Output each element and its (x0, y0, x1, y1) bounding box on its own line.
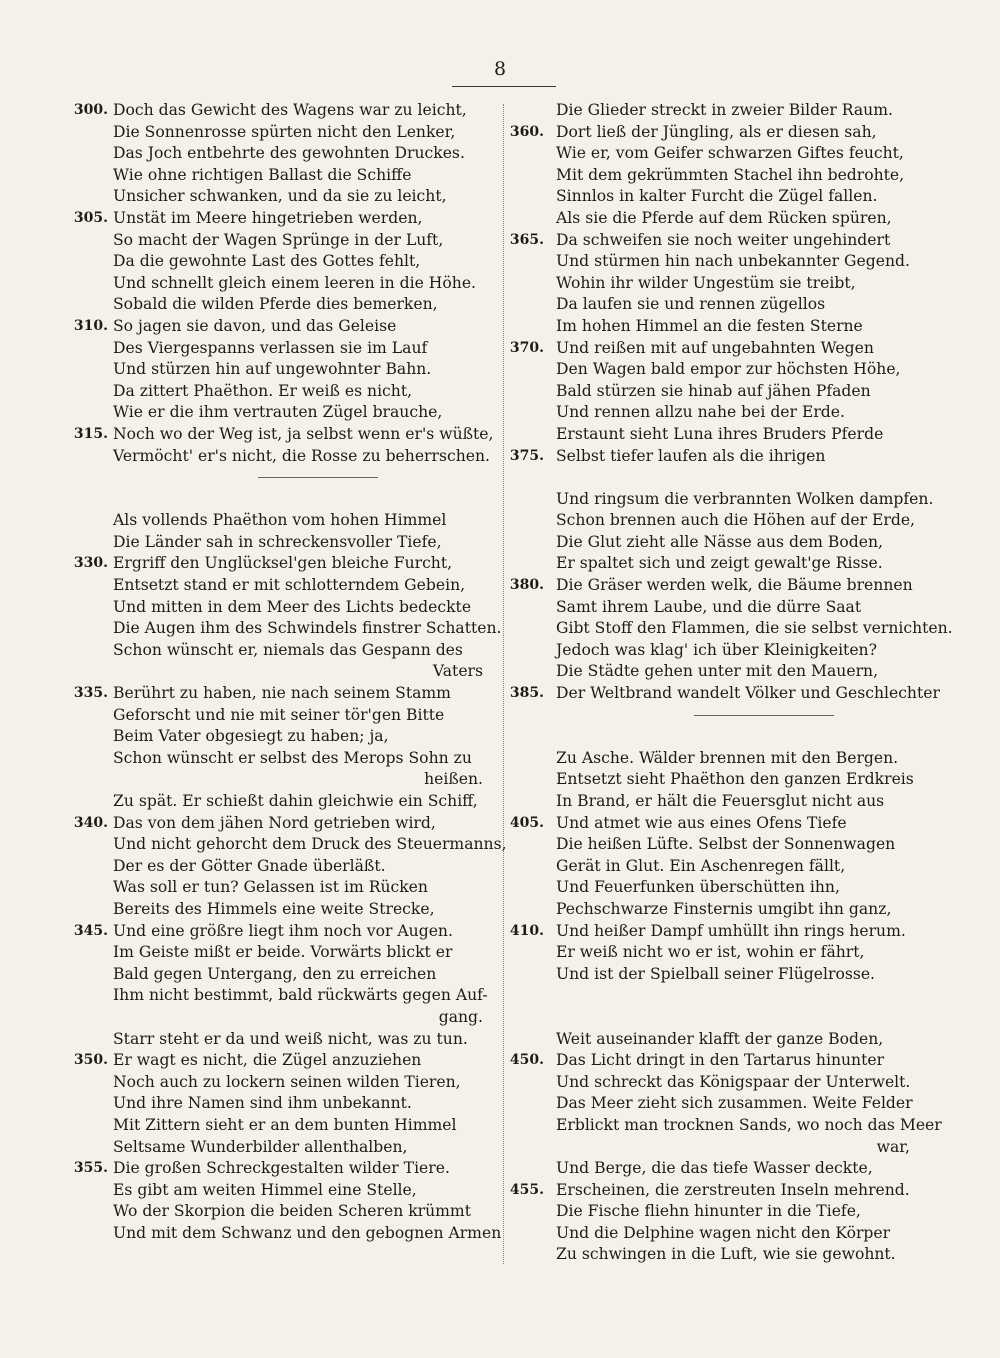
verse-line (504, 813, 924, 835)
section-rule-line (258, 477, 378, 478)
verse-number: 345. (73, 922, 108, 939)
verse-text: Den Wagen bald empor zur höchsten Höhe, (556, 360, 901, 379)
verse-text: Sobald die wilden Pferde dies bemerken, (113, 295, 438, 314)
verse-line (504, 597, 924, 619)
verse-line (0, 122, 495, 144)
verse-text: Gerät in Glut. Ein Aschenregen fällt, (556, 856, 846, 875)
verse-text: So jagen sie davon, und das Geleise (113, 316, 397, 335)
verse-text: Vermöcht' er's nicht, die Rosse zu beherrschen. (113, 446, 490, 465)
verse-text: Berührt zu haben, nie nach seinem Stamm (113, 684, 451, 703)
verse-line (504, 964, 924, 986)
verse-line (504, 575, 924, 597)
verse-line (0, 705, 495, 727)
verse-text: Und atmet wie aus eines Ofens Tiefe (556, 813, 847, 832)
verse-text: Und Berge, die das tiefe Wasser deckte, (556, 1159, 873, 1178)
verse-line (504, 338, 924, 360)
left-column (0, 100, 507, 1244)
verse-text: Und ist der Spielball seiner Flügelrosse. (556, 964, 876, 983)
verse-line (504, 856, 924, 878)
verse-line (0, 186, 495, 208)
verse-text: Geforscht und nie mit seiner tör'gen Bitte (113, 705, 445, 724)
verse-text: Als sie die Pferde auf dem Rücken spüren, (556, 208, 892, 227)
verse-text: Er wagt es nicht, die Zügel anzuziehen (113, 1051, 422, 1070)
verse-line (504, 122, 924, 144)
verse-text: Ergriff den Unglücksel'gen bleiche Furcht, (113, 554, 453, 573)
verse-text: Der Weltbrand wandelt Völker und Geschlechter (556, 684, 940, 703)
verse-text: Die Sonnenrosse spürten nicht den Lenker, (113, 122, 456, 141)
verse-text: Mit Zittern sieht er an dem bunten Himmel (113, 1115, 457, 1134)
verse-line (504, 510, 924, 532)
verse-line (504, 640, 924, 662)
verse-text: Und Feuerfunken überschütten ihn, (556, 878, 840, 897)
verse-text: gang. (438, 1007, 483, 1026)
verse-text: Bereits des Himmels eine weite Strecke, (113, 899, 435, 918)
verse-line (0, 899, 495, 921)
verse-line (0, 1029, 495, 1051)
verse-text: Das Joch entbehrte des gewohnten Druckes. (113, 144, 465, 163)
verse-line (0, 1007, 495, 1029)
verse-text: Pechschwarze Finsternis umgibt ihn ganz, (556, 899, 892, 918)
verse-text: Entsetzt sieht Phaëthon den ganzen Erdkreis (556, 770, 914, 789)
verse-line (0, 1158, 495, 1180)
section-rule-line (694, 715, 834, 716)
verse-text: Wo der Skorpion die beiden Scheren krümmt (113, 1202, 471, 1221)
verse-line (0, 964, 495, 986)
verse-number: 370. (509, 339, 544, 356)
verse-line (0, 877, 495, 899)
verse-text: Und stürmen hin nach unbekannter Gegend. (556, 252, 910, 271)
verse-text: So macht der Wagen Sprünge in der Luft, (113, 230, 444, 249)
verse-line (0, 1050, 495, 1072)
verse-text: Und ihre Namen sind ihm unbekannt. (113, 1094, 412, 1113)
verse-text: Wie er die ihm vertrauten Zügel brauche, (113, 403, 443, 422)
verse-line (504, 661, 924, 683)
verse-line (0, 834, 507, 856)
verse-line (504, 791, 924, 813)
verse-text: Er weiß nicht wo er ist, wohin er fährt, (556, 943, 865, 962)
verse-text: Im hohen Himmel an die festen Sterne (556, 316, 863, 335)
verse-line (504, 1201, 924, 1223)
verse-line (0, 1093, 495, 1115)
verse-line (0, 683, 495, 705)
verse-line (504, 316, 924, 338)
verse-line (504, 446, 924, 468)
verse-text: Das von dem jähen Nord getrieben wird, (113, 813, 436, 832)
verse-number: 455. (509, 1181, 544, 1198)
verse-line (0, 813, 495, 835)
verse-line (0, 791, 495, 813)
verse-line (0, 1137, 495, 1159)
stanza-gap (504, 467, 924, 489)
verse-text: Und reißen mit auf ungebahnten Wegen (556, 338, 874, 357)
verse-text: Das Meer zieht sich zusammen. Weite Felder (556, 1094, 913, 1113)
stanza-gap (0, 489, 495, 511)
verse-line (0, 618, 502, 640)
verse-text: Sinnlos in kalter Furcht die Zügel fallen. (556, 187, 878, 206)
verse-text: Was soll er tun? Gelassen ist im Rücken (113, 878, 428, 897)
verse-text: Wie er, vom Geifer schwarzen Giftes feucht, (556, 144, 904, 163)
verse-text: Erblickt man trocknen Sands, wo noch das Meer (556, 1115, 942, 1134)
verse-line (0, 597, 495, 619)
verse-line (504, 1244, 924, 1266)
verse-text: Die Glut zieht alle Nässe aus dem Boden, (556, 532, 883, 551)
verse-text: Die heißen Lüfte. Selbst der Sonnenwagen (556, 835, 896, 854)
verse-line (504, 1223, 924, 1245)
verse-text: Beim Vater obgesiegt zu haben; ja, (113, 727, 389, 746)
right-column (504, 100, 953, 1266)
verse-line (504, 1029, 924, 1051)
verse-text: Selbst tiefer laufen als die ihrigen (556, 446, 826, 465)
verse-text: Es gibt am weiten Himmel eine Stelle, (113, 1180, 417, 1199)
page-number-rule (452, 86, 556, 87)
verse-text: Und mitten in dem Meer des Lichts bedeckte (113, 597, 472, 616)
verse-text: Da laufen sie und rennen zügellos (556, 295, 826, 314)
verse-text: Ihm nicht bestimmt, bald rückwärts gegen Auf- (113, 986, 488, 1005)
verse-text: Vaters (432, 662, 483, 681)
verse-text: Und nicht gehorcht dem Druck des Steuermanns, (113, 835, 507, 854)
verse-text: Unsicher schwanken, und da sie zu leicht, (113, 187, 447, 206)
verse-number: 335. (73, 685, 108, 702)
verse-line (504, 942, 924, 964)
verse-line (0, 921, 495, 943)
verse-line (504, 532, 924, 554)
verse-text: Wohin ihr wilder Ungestüm sie treibt, (556, 273, 856, 292)
verse-line (0, 273, 495, 295)
verse-line (504, 208, 924, 230)
verse-line (504, 748, 924, 770)
verse-text: Als vollends Phaëthon vom hohen Himmel (113, 511, 447, 530)
verse-line (504, 553, 924, 575)
verse-text: Und schnellt gleich einem leeren in die Höhe. (113, 273, 477, 292)
verse-number: 315. (73, 425, 108, 442)
verse-line (0, 1201, 495, 1223)
verse-number: 410. (509, 922, 544, 939)
verse-line (0, 985, 495, 1007)
verse-text: Erscheinen, die zerstreuten Inseln mehrend. (556, 1180, 910, 1199)
verse-line (504, 273, 924, 295)
verse-line (504, 359, 924, 381)
verse-line (504, 683, 940, 705)
verse-text: Und heißer Dampf umhüllt ihn rings herum. (556, 921, 906, 940)
verse-text: Zu schwingen in die Luft, wie sie gewohnt. (556, 1245, 896, 1264)
verse-line (0, 316, 495, 338)
verse-text: Schon brennen auch die Höhen auf der Erde, (556, 511, 916, 530)
verse-line (0, 294, 495, 316)
verse-text: Zu Asche. Wälder brennen mit den Bergen. (556, 748, 899, 767)
verse-line (504, 402, 924, 424)
verse-text: In Brand, er hält die Feuersglut nicht aus (556, 792, 885, 810)
verse-line (0, 1115, 495, 1137)
verse-line (0, 532, 495, 554)
verse-text: Da schweifen sie noch weiter ungehindert (556, 230, 891, 249)
verse-line (0, 1223, 502, 1245)
verse-line (504, 489, 934, 511)
verse-text: Er spaltet sich und zeigt gewalt'ge Risse. (556, 554, 883, 573)
verse-line (504, 1050, 924, 1072)
verse-text: Bald gegen Untergang, den zu erreichen (113, 964, 437, 983)
verse-text: Und eine größre liegt ihm noch vor Augen. (113, 921, 453, 940)
verse-line (504, 1115, 942, 1137)
verse-number: 365. (509, 231, 544, 248)
verse-line (0, 856, 495, 878)
verse-line (0, 510, 495, 532)
verse-text: Wie ohne richtigen Ballast die Schiffe (113, 165, 412, 184)
verse-text: Schon wünscht er, niemals das Gespann des (113, 640, 463, 659)
verse-text: Unstät im Meere hingetrieben werden, (113, 208, 423, 227)
verse-line (504, 877, 924, 899)
section-rule (0, 467, 495, 489)
verse-text: Weit auseinander klafft der ganze Boden, (556, 1029, 884, 1048)
stanza-gap (504, 1007, 924, 1029)
verse-line (0, 726, 495, 748)
verse-line (0, 661, 495, 683)
verse-number: 330. (73, 555, 108, 572)
verse-text: Und ringsum die verbrannten Wolken dampfen. (556, 489, 934, 508)
verse-number: 355. (73, 1160, 108, 1177)
verse-text: Jedoch was klag' ich über Kleinigkeiten? (556, 640, 877, 659)
verse-number: 300. (73, 102, 108, 118)
verse-line (504, 899, 924, 921)
verse-text: Die Gräser werden welk, die Bäume brennen (556, 576, 913, 595)
verse-line (0, 769, 495, 791)
verse-line (504, 921, 924, 943)
verse-line (504, 834, 924, 856)
verse-text: war, (876, 1137, 910, 1156)
verse-line (504, 1072, 924, 1094)
stanza-gap (504, 985, 924, 1007)
stanza-gap (504, 726, 924, 748)
verse-text: Im Geiste mißt er beide. Vorwärts blickt er (113, 943, 453, 962)
verse-text: Starr steht er da und weiß nicht, was zu tun. (113, 1029, 468, 1048)
verse-number: 450. (509, 1052, 544, 1069)
verse-line (0, 165, 495, 187)
verse-text: Und mit dem Schwanz und den gebognen Armen (113, 1223, 502, 1242)
verse-text: Zu spät. Er schießt dahin gleichwie ein Schiff, (113, 792, 478, 810)
verse-line (0, 208, 495, 230)
verse-line (0, 338, 495, 360)
verse-line (504, 424, 924, 446)
page-number: 8 (493, 58, 507, 80)
verse-number: 360. (509, 123, 544, 140)
verse-line (0, 575, 495, 597)
verse-line (0, 1180, 495, 1202)
verse-line (0, 230, 495, 252)
verse-text: Noch auch zu lockern seinen wilden Tieren, (113, 1072, 461, 1091)
verse-line (0, 1072, 495, 1094)
verse-text: Doch das Gewicht des Wagens war zu leicht, (113, 101, 467, 119)
verse-line (0, 748, 495, 770)
verse-number: 340. (73, 814, 108, 831)
verse-text: Erstaunt sieht Luna ihres Bruders Pferde (556, 424, 884, 443)
verse-text: heißen. (424, 770, 483, 789)
verse-line (0, 640, 495, 662)
verse-line (0, 100, 495, 122)
verse-line (0, 424, 495, 446)
verse-number: 385. (509, 685, 544, 702)
verse-line (0, 446, 495, 468)
verse-line (504, 769, 924, 791)
verse-line (0, 359, 495, 381)
verse-text: Und schreckt das Königspaar der Unterwelt. (556, 1072, 911, 1091)
verse-text: Die Länder sah in schreckensvoller Tiefe, (113, 532, 442, 551)
verse-line (504, 294, 924, 316)
verse-number: 405. (509, 814, 544, 831)
verse-text: Die Fische fliehn hinunter in die Tiefe, (556, 1202, 861, 1221)
verse-line (504, 100, 924, 122)
verse-text: Schon wünscht er selbst des Merops Sohn zu (113, 748, 472, 767)
verse-line (504, 1137, 924, 1159)
verse-line (504, 186, 924, 208)
verse-line (0, 381, 495, 403)
verse-line (0, 402, 495, 424)
verse-line (504, 1158, 924, 1180)
verse-text: Die Augen ihm des Schwindels finstrer Schatten. (113, 619, 502, 638)
verse-line (504, 1093, 924, 1115)
verse-text: Die großen Schreckgestalten wilder Tiere. (113, 1159, 450, 1178)
verse-text: Mit dem gekrümmten Stachel ihn bedrohte, (556, 165, 905, 184)
verse-line (504, 165, 924, 187)
verse-line (0, 942, 495, 964)
verse-text: Des Viergespanns verlassen sie im Lauf (113, 338, 428, 357)
verse-text: Die Glieder streckt in zweier Bilder Raum. (556, 101, 893, 119)
verse-text: Und die Delphine wagen nicht den Körper (556, 1223, 891, 1242)
verse-text: Und stürzen hin auf ungewohnter Bahn. (113, 360, 432, 379)
verse-line (504, 251, 924, 273)
verse-number: 305. (73, 209, 108, 226)
verse-line (504, 143, 924, 165)
verse-text: Und rennen allzu nahe bei der Erde. (556, 403, 845, 422)
verse-text: Bald stürzen sie hinab auf jähen Pfaden (556, 381, 871, 400)
section-rule (504, 705, 924, 727)
verse-number: 375. (509, 447, 544, 464)
verse-number: 380. (509, 577, 544, 594)
verse-text: Die Städte gehen unter mit den Mauern, (556, 662, 879, 681)
verse-text: Seltsame Wunderbilder allenthalben, (113, 1137, 408, 1156)
verse-number: 350. (73, 1052, 108, 1069)
verse-text: Da die gewohnte Last des Gottes fehlt, (113, 252, 421, 271)
verse-text: Entsetzt stand er mit schlotterndem Gebein, (113, 576, 466, 595)
verse-line (0, 251, 495, 273)
verse-line (504, 230, 924, 252)
verse-text: Dort ließ der Jüngling, als er diesen sah, (556, 122, 877, 141)
verse-number: 310. (73, 317, 108, 334)
verse-line (0, 143, 495, 165)
verse-line (504, 1180, 924, 1202)
verse-line (504, 381, 924, 403)
verse-line (504, 618, 953, 640)
verse-text: Der es der Götter Gnade überläßt. (113, 856, 386, 875)
verse-text: Noch wo der Weg ist, ja selbst wenn er's wüßte, (113, 424, 494, 443)
verse-line (0, 553, 495, 575)
verse-text: Gibt Stoff den Flammen, die sie selbst vernichten. (556, 619, 953, 638)
verse-text: Das Licht dringt in den Tartarus hinunter (556, 1051, 885, 1070)
verse-text: Da zittert Phaëthon. Er weiß es nicht, (113, 381, 413, 400)
verse-text: Samt ihrem Laube, und die dürre Saat (556, 597, 862, 616)
